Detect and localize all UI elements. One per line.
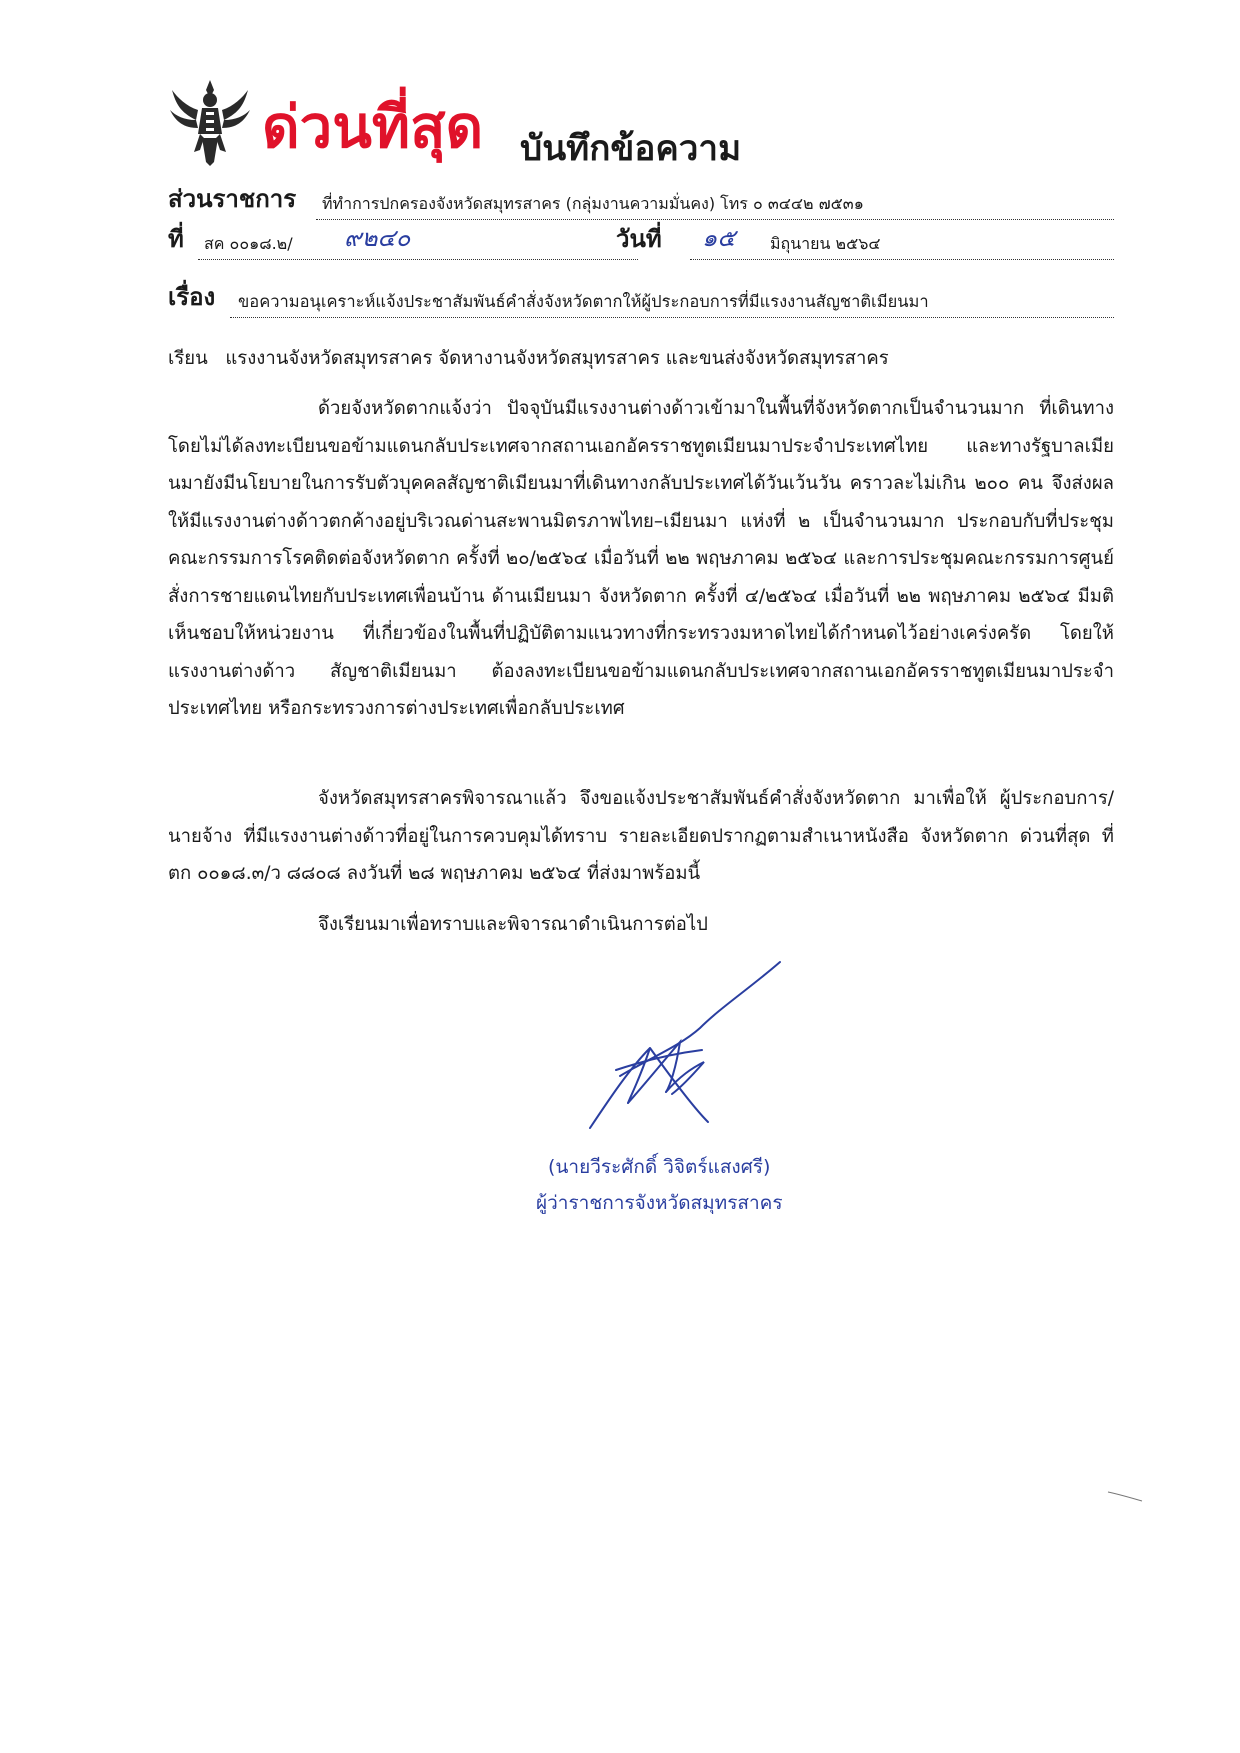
date-dotted-line [690, 259, 1114, 260]
department-row [168, 184, 1114, 224]
body-paragraph-1-text: ด้วยจังหวัดตากแจ้งว่า ปัจจุบันมีแรงงานต่างด้าวเข้ามาในพื้นที่จังหวัดตากเป็นจำนวนมาก ที่เดินทางโดยไม่ได้ลงทะเบียนขอข้ามแดนกลับประเทศจากสถานเอกอัครราชทูตเมียนมาประจำประเทศไทย และทางรัฐบาลเมียนมายังมีนโยบายในการรับตัวบุคคลสัญชาติเมียนมาที่เดินทางกลับประเทศได้วันเว้นวัน คราวละไม่เกิน ๒๐๐ คน จึงส่งผลให้มีแรงงานต่างด้าวตกค้างอยู่บริเวณด่านสะพานมิตรภาพไทย–เมียนมา แห่งที่ ๒ เป็นจำนวนมาก ประกอบกับที่ประชุมคณะกรรมการโรคติดต่อจังหวัดตาก ครั้งที่ ๒๐/๒๕๖๔ เมื่อวันที่ ๒๒ พฤษภาคม ๒๕๖๔ และการประชุมคณะกรรมการศูนย์สั่งการชายแดนไทยกับประเทศเพื่อนบ้าน ด้านเมียนมา จังหวัดตาก ครั้งที่ ๔/๒๕๖๔ เมื่อวันที่ ๒๒ พฤษภาคม ๒๕๖๔ มีมติเห็นชอบให้หน่วยงาน ที่เกี่ยวข้องในพื้นที่ปฏิบัติตามแนวทางที่กระทรวงมหาดไทยได้กำหนดไว้อย่างเคร่งครัด โดยให้แรงงานต่างด้าว สัญชาติเมียนมา ต้องลงทะเบียนขอข้ามแดนกลับประเทศจากสถานเอกอัครราชทูตเมียนมาประจำประเทศไทย หรือกระทรวงการต่างประเทศเพื่อกลับประเทศ [168, 398, 1114, 719]
salutation: เรียน แรงงานจังหวัดสมุทรสาคร จัดหางานจังหวัดสมุทรสาคร และขนส่งจังหวัดสมุทรสาคร [168, 348, 889, 369]
scan-mark [1106, 1488, 1146, 1502]
closing-line: จึงเรียนมาเพื่อทราบและพิจารณาดำเนินการต่อไป [318, 914, 708, 935]
reference-number-handwritten: ๙๒๔๐ [344, 224, 411, 252]
garuda-emblem-icon [168, 76, 252, 168]
reference-prefix: สค ๐๐๑๘.๒/ [204, 234, 293, 253]
subject-value: ขอความอนุเคราะห์แจ้งประชาสัมพันธ์คำสั่งจังหวัดตากให้ผู้ประกอบการที่มีแรงงานสัญชาติเมียนมา [238, 292, 929, 311]
signatory-name: (นายวีระศักดิ์ วิจิตร์แสงศรี) [548, 1156, 771, 1178]
department-label: ส่วนราชการ [168, 185, 297, 213]
urgency-stamp: ด่วนที่สุด [262, 93, 484, 161]
scan-mark-icon [1106, 1489, 1146, 1503]
handwritten-signature [580, 958, 790, 1138]
department-value: ที่ทำการปกครองจังหวัดสมุทรสาคร (กลุ่มงานความมั่นคง) โทร ๐ ๓๔๔๒ ๗๕๓๑ [322, 194, 864, 213]
body-paragraph-1 [168, 390, 1114, 728]
subject-dotted-line [230, 317, 1114, 318]
reference-label: ที่ [168, 225, 184, 253]
garuda-emblem [168, 76, 252, 168]
reference-dotted-line [198, 259, 638, 260]
subject-row [168, 282, 1114, 322]
body-paragraph-2-text: จังหวัดสมุทรสาครพิจารณาแล้ว จึงขอแจ้งประชาสัมพันธ์คำสั่งจังหวัดตาก มาเพื่อให้ ผู้ประกอบการ/นายจ้าง ที่มีแรงงานต่างด้าวที่อยู่ในการควบคุมได้ทราบ รายละเอียดปรากฏตามสำเนาหนังสือ จังหวัดตาก ด่วนที่สุด ที่ ตก ๐๐๑๘.๓/ว ๘๘๐๘ ลงวันที่ ๒๘ พฤษภาคม ๒๕๖๔ ที่ส่งมาพร้อมนี้ [168, 788, 1114, 884]
body-paragraph-2 [168, 780, 1114, 893]
signature-scribble-icon [580, 958, 790, 1138]
reference-date-row [168, 224, 1114, 264]
document-type-title: บันทึกข้อความ [520, 129, 742, 169]
date-day-handwritten: ๑๕ [702, 224, 736, 252]
date-label: วันที่ [616, 225, 662, 253]
signatory-position: ผู้ว่าราชการจังหวัดสมุทรสาคร [536, 1192, 783, 1214]
subject-label: เรื่อง [168, 283, 216, 311]
date-month-year: มิถุนายน ๒๕๖๔ [770, 234, 881, 253]
